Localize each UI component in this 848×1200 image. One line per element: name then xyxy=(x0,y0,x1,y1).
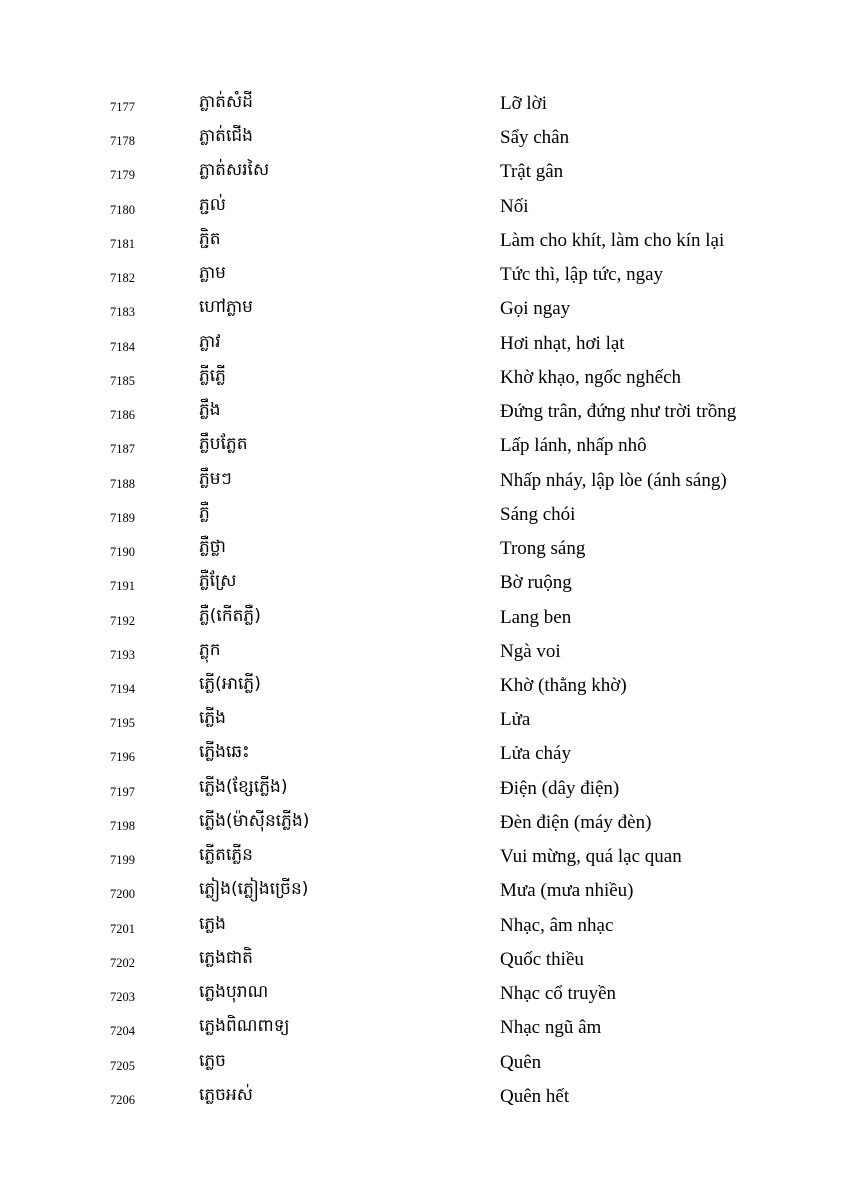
vietnamese-translation: Khờ (thằng khờ) xyxy=(500,674,627,696)
entry-row xyxy=(0,190,848,224)
vietnamese-translation: Nhấp nháy, lập lòe (ánh sáng) xyxy=(500,469,727,491)
entry-row xyxy=(0,327,848,361)
entry-row xyxy=(0,635,848,669)
entry-row xyxy=(0,909,848,943)
vietnamese-translation: Làm cho khít, làm cho kín lại xyxy=(500,229,725,251)
vietnamese-translation: Sẩy chân xyxy=(500,127,570,149)
vietnamese-translation: Lang ben xyxy=(500,606,572,628)
vietnamese-translation: Lửa cháy xyxy=(500,743,571,765)
vietnamese-translation: Quên hết xyxy=(500,1085,570,1107)
entry-row xyxy=(0,1011,848,1045)
vietnamese-translation: Tức thì, lập tức, ngay xyxy=(500,264,664,286)
entry-number: 7183 xyxy=(110,305,135,320)
entry-row xyxy=(0,840,848,874)
vietnamese-translation: Quên xyxy=(500,1051,542,1073)
entry-row xyxy=(0,566,848,600)
khmer-term: ភ្លឺ xyxy=(199,502,210,523)
vietnamese-translation: Đứng trân, đứng như trời trồng xyxy=(500,401,737,423)
entry-number: 7187 xyxy=(110,442,135,457)
entry-number: 7204 xyxy=(110,1024,135,1039)
entry-row xyxy=(0,464,848,498)
entry-number: 7200 xyxy=(110,887,135,902)
entry-number: 7202 xyxy=(110,955,135,970)
khmer-term: ភ្លេងពិណពាទ្យ xyxy=(199,1016,290,1037)
khmer-term: ភ្លើង xyxy=(199,708,226,729)
entry-number: 7195 xyxy=(110,716,135,731)
vietnamese-translation: Nối xyxy=(500,195,529,217)
vietnamese-translation: Lỡ lời xyxy=(500,93,548,114)
vietnamese-translation: Hơi nhạt, hơi lạt xyxy=(500,332,625,354)
entry-row xyxy=(0,292,848,326)
khmer-term: ភ្លឹបភ្លែត xyxy=(199,434,248,455)
khmer-term: ភ្លេច xyxy=(199,1050,226,1071)
entry-row xyxy=(0,737,848,771)
entry-row xyxy=(0,361,848,395)
khmer-term: ភ្លេងបុរាណ xyxy=(199,982,269,1003)
entry-row xyxy=(0,429,848,463)
entry-row xyxy=(0,1046,848,1080)
entry-number: 7196 xyxy=(110,750,135,765)
khmer-term: ភ្លើងឆេះ xyxy=(199,742,250,763)
entry-number: 7199 xyxy=(110,853,135,868)
khmer-term: ហៅភ្លាម xyxy=(199,297,253,318)
entry-number: 7182 xyxy=(110,271,135,286)
vietnamese-translation: Khờ khạo, ngốc nghếch xyxy=(500,366,682,388)
khmer-term: ភ្លីភ្លើ xyxy=(199,365,226,386)
khmer-term: ភ្លេង xyxy=(199,913,226,934)
vietnamese-translation: Điện (dây điện) xyxy=(500,777,620,799)
entry-number: 7185 xyxy=(110,373,135,388)
entry-row xyxy=(0,703,848,737)
vietnamese-translation: Lấp lánh, nhấp nhô xyxy=(500,435,647,457)
entry-row xyxy=(0,87,848,121)
khmer-term: ភ្លេងជាតិ xyxy=(199,947,253,968)
vietnamese-translation: Nhạc, âm nhạc xyxy=(500,914,614,936)
entry-number: 7181 xyxy=(110,236,135,251)
vietnamese-translation: Đèn điện (máy đèn) xyxy=(500,811,652,833)
entry-number: 7205 xyxy=(110,1058,135,1073)
entry-row xyxy=(0,395,848,429)
entry-row xyxy=(0,601,848,635)
entry-row xyxy=(0,224,848,258)
khmer-term: ភ្លាត់សំដី xyxy=(199,92,253,112)
entry-row xyxy=(0,977,848,1011)
entry-number: 7194 xyxy=(110,681,135,696)
entry-row xyxy=(0,669,848,703)
entry-number: 7198 xyxy=(110,818,135,833)
entry-number: 7206 xyxy=(110,1092,135,1107)
vietnamese-translation: Trật gân xyxy=(500,161,564,183)
entry-number: 7191 xyxy=(110,579,135,594)
khmer-term: ភ្លើង(ខ្សែភ្លើង) xyxy=(199,776,288,797)
khmer-term: ភ្លាវ xyxy=(199,331,221,352)
khmer-term: ភ្ជិត xyxy=(199,228,221,249)
entry-row xyxy=(0,155,848,189)
entry-number: 7197 xyxy=(110,784,135,799)
khmer-term: ភ្ជល់ xyxy=(199,194,226,215)
khmer-term: ភ្លុក xyxy=(199,639,221,660)
entry-row xyxy=(0,874,848,908)
khmer-term: ភ្លឹង xyxy=(199,400,221,421)
khmer-term: ភ្លឺថ្លា xyxy=(199,537,226,558)
entry-row xyxy=(0,1080,848,1114)
vietnamese-translation: Trong sáng xyxy=(500,538,586,560)
entry-number: 7180 xyxy=(110,202,135,217)
entry-number: 7193 xyxy=(110,647,135,662)
entry-number: 7186 xyxy=(110,408,135,423)
khmer-term: ភ្លើតភ្លើន xyxy=(199,845,253,866)
vietnamese-translation: Nhạc ngũ âm xyxy=(500,1017,602,1039)
entry-number: 7179 xyxy=(110,168,135,183)
entry-row xyxy=(0,806,848,840)
vietnamese-translation: Bờ ruộng xyxy=(500,572,572,594)
khmer-term: ភ្លឹមៗ xyxy=(199,468,232,489)
entry-number: 7201 xyxy=(110,921,135,936)
vietnamese-translation: Vui mừng, quá lạc quan xyxy=(500,846,682,868)
entry-row xyxy=(0,121,848,155)
vietnamese-translation: Nhạc cổ truyền xyxy=(500,983,617,1005)
entry-number: 7190 xyxy=(110,545,135,560)
khmer-term: ភ្លៀង(ភ្លៀងច្រើន) xyxy=(199,879,309,900)
entry-row xyxy=(0,772,848,806)
vietnamese-translation: Gọi ngay xyxy=(500,298,571,320)
entry-list xyxy=(0,87,848,1114)
vietnamese-translation: Quốc thiều xyxy=(500,948,584,970)
vietnamese-translation: Mưa (mưa nhiều) xyxy=(500,880,634,902)
entry-number: 7203 xyxy=(110,990,135,1005)
khmer-term: ភ្លើង(ម៉ាស៊ីនភ្លើង) xyxy=(199,810,310,831)
vietnamese-translation: Sáng chói xyxy=(500,503,576,525)
entry-number: 7184 xyxy=(110,339,135,354)
entry-number: 7189 xyxy=(110,510,135,525)
khmer-term: ភ្លឺ(កើតភ្លឺ) xyxy=(199,605,261,626)
entry-row xyxy=(0,498,848,532)
entry-row xyxy=(0,532,848,566)
entry-row xyxy=(0,258,848,292)
vietnamese-translation: Lửa xyxy=(500,709,531,731)
khmer-term: ភ្លាត់ជើង xyxy=(199,126,253,147)
entry-number: 7188 xyxy=(110,476,135,491)
entry-row xyxy=(0,943,848,977)
khmer-term: ភ្លេចអស់ xyxy=(199,1084,253,1105)
entry-number: 7178 xyxy=(110,134,135,149)
vietnamese-translation: Ngà voi xyxy=(500,640,561,662)
khmer-term: ភ្លឺស្រែ xyxy=(199,571,237,592)
khmer-term: ភ្លាត់សរសៃ xyxy=(199,160,270,181)
entry-number: 7177 xyxy=(110,100,135,114)
khmer-term: ភ្លើ(អាភ្លើ) xyxy=(199,673,261,694)
khmer-term: ភ្លាម xyxy=(199,263,226,284)
entry-number: 7192 xyxy=(110,613,135,628)
